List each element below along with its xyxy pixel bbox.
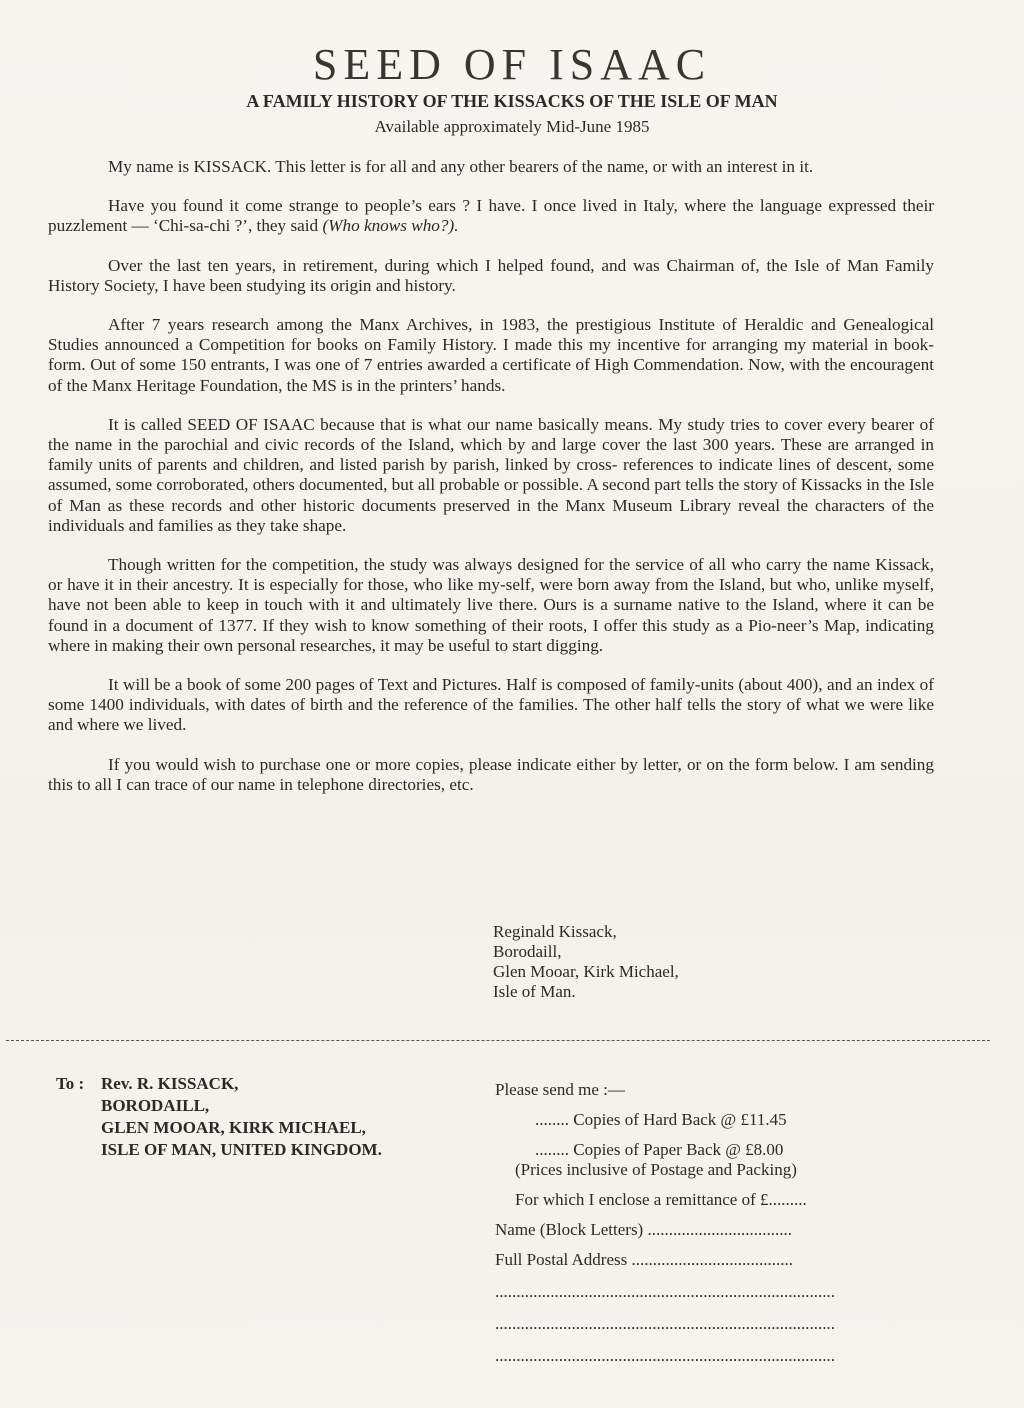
paragraph-1: My name is KISSACK. This letter is for all and any other bearers of the name, or with an interest in it.: [108, 157, 814, 176]
to-label: To :: [56, 1074, 85, 1093]
paragraph-7: It will be a book of some 200 pages of Text and Pictures. Half is composed of family-units (about 400), and an index of some 1400 individuals, with dates of birth and the reference of the families. The other half tells the story of what we were like and where we lived.: [48, 675, 934, 735]
address-line-4: ISLE OF MAN, UNITED KINGDOM.: [101, 1140, 382, 1159]
name-field[interactable]: Name (Block Letters) ..................................: [495, 1220, 792, 1239]
address-line-3: GLEN MOOAR, KIRK MICHAEL,: [101, 1118, 366, 1137]
paragraph-3: Over the last ten years, in retirement, during which I helped found, and was Chairman of, the Isle of Man Family History Society, I have been studying its origin and history.: [48, 255, 934, 295]
paragraph-2: [48, 196, 934, 236]
address-blank-line-3[interactable]: ................................................................................: [495, 1346, 835, 1365]
letter-body: [48, 157, 934, 814]
signature-house: Borodaill,: [493, 942, 562, 961]
paperback-quantity-field[interactable]: ........ Copies of Paper Back @ £8.00: [535, 1140, 784, 1159]
order-form: [495, 1080, 940, 1366]
signature-locality: Glen Mooar, Kirk Michael,: [493, 962, 679, 981]
document-title: SEED OF ISAAC: [312, 40, 712, 89]
paragraph-4: After 7 years research among the Manx Archives, in 1983, the prestigious Institute of Heraldic and Genealogical Studies announced a Competition for books on Family History. I made this my incentive for arranging my material in book-form. Out of some 150 entrants, I was one of 7 entries awarded a certificate of High Commendation. Now, with the encouragent of the Manx Heritage Foundation, the MS is in the printers’ hands.: [48, 315, 934, 395]
signature-name: Reginald Kissack,: [493, 922, 617, 941]
address-blank-line-1[interactable]: ................................................................................: [495, 1282, 835, 1301]
paragraph-8: If you would wish to purchase one or more copies, please indicate either by letter, or on the form below. I am sending this to all I can trace of our name in telephone directories, etc.: [48, 754, 934, 794]
paragraph-2-text: Have you found it come strange to people’s ears ? I have. I once lived in Italy, where the language expressed their puzzlement — ‘Chi-sa-chi ?’, they said: [48, 196, 934, 236]
prices-note: (Prices inclusive of Postage and Packing): [515, 1160, 797, 1179]
address-line-1: [56, 1073, 382, 1095]
italic-aside: (Who knows who?).: [322, 216, 459, 236]
paragraph-6: Though written for the competition, the study was always designed for the service of all who carry the name Kissack, or have it in their ancestry. It is especially for those, who like my-self, were born away from the Island, but who, unlike myself, have not been able to keep in touch with it and ultimately live there. Ours is a surname native to the Island, where it can be found in a document of 1377. If they wish to know something of their roots, I offer this study as a Pio-neer’s Map, indicating where in making their own personal researches, it may be useful to start digging.: [48, 555, 934, 655]
recipient-address: [56, 1073, 382, 1161]
paragraph-5: It is called SEED OF ISAAC because that is what our name basically means. My study tries to cover every bearer of the name in the parochial and civic records of the Island, which by and large cover the last 300 years. These are arranged in family units of parents and children, and listed parish by parish, linked by cross- references to indicate lines of descent, some assumed, some corroborated, others documented, but all probable or possible. A second part tells the story of Kissacks in the Isle of Man as these records and other historic documents preserved in the Manx Museum Library reveal the characters of the individuals and families as they take shape.: [48, 414, 934, 535]
postal-address-field[interactable]: Full Postal Address ......................................: [495, 1250, 793, 1269]
remittance-field[interactable]: For which I enclose a remittance of £.........: [515, 1190, 807, 1209]
tear-off-line: [6, 1040, 990, 1041]
signature-block: [493, 922, 679, 1002]
address-line-2: BORODAILL,: [101, 1096, 210, 1115]
address-blank-line-2[interactable]: ................................................................................: [495, 1314, 835, 1333]
signature-island: Isle of Man.: [493, 982, 576, 1001]
address-name: Rev. R. KISSACK,: [101, 1074, 239, 1093]
availability-note: Available approximately Mid-June 1985: [374, 117, 650, 136]
please-send-label: Please send me :—: [495, 1080, 625, 1099]
hardback-quantity-field[interactable]: ........ Copies of Hard Back @ £11.45: [535, 1110, 787, 1129]
document-subtitle: A FAMILY HISTORY OF THE KISSACKS OF THE ISLE OF MAN: [246, 91, 778, 111]
